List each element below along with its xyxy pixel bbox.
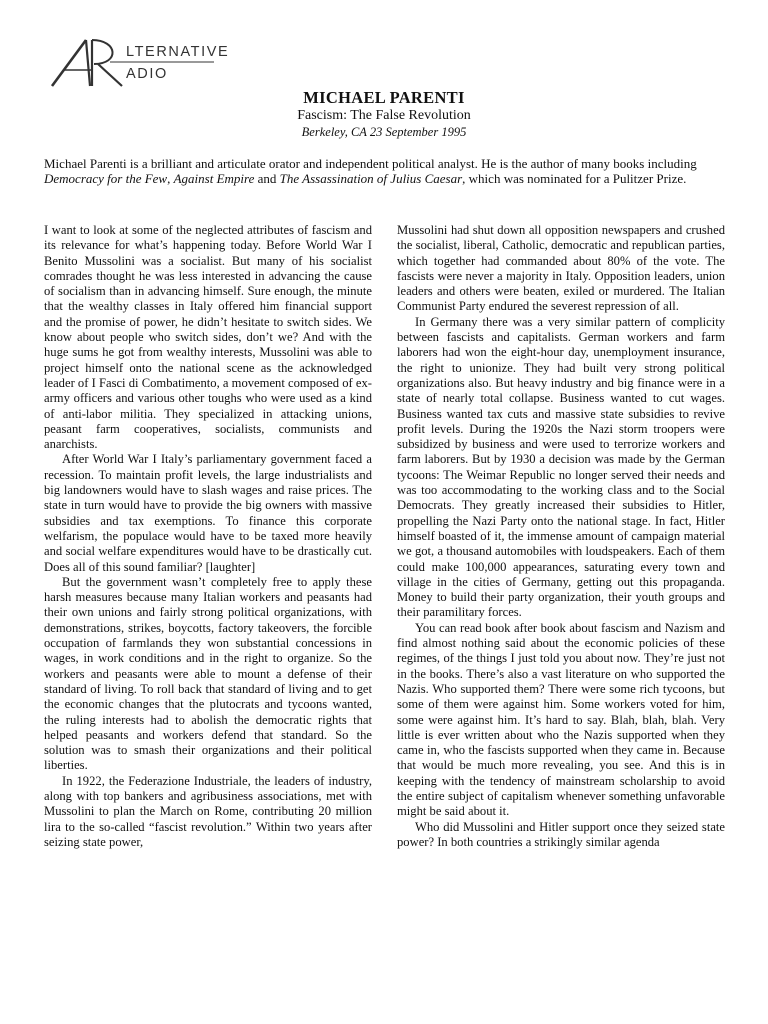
book-title: Against Empire — [173, 171, 255, 187]
transcript-paragraph: In 1922, the Federazione Industriale, the leaders of industry, along with top bankers and agribusiness associations, met with Mussolini to plan the March on Rome, contributing 20 million lira to the so-called “fascist revolution.” Within two years after seizing state power, — [44, 773, 372, 849]
transcript-paragraph: But the government wasn’t completely free to apply these harsh measures because many Italian workers and peasants had their own unions and fairly strong political organizations, with demonstrations, strikes, boycotts, factory takeovers, the forcible occupation of farmlands they won substantial concessions in wages, in work conditions and in the right to organize. So the workers and peasants were able to mount a defense of their standard of living. To roll back that standard of living and to get the economic changes that the plutocrats and tycoons wanted, the ruling interests had to abolish the democratic rights that helped peasants and workers defend that standard. So the solution was to smash their organizations and their political liberties. — [44, 574, 372, 773]
transcript-column-right — [397, 223, 725, 850]
logo-word-line1: LTERNATIVE — [126, 44, 230, 60]
dateline: Berkeley, CA 23 September 1995 — [301, 125, 467, 139]
speaker-intro — [44, 156, 726, 187]
transcript-paragraph: After World War I Italy’s parliamentary government faced a recession. To maintain profit levels, the large industrialists and big landowners would have to slash wages and raise prices. The state in turn would have to provide the big owners with massive subsidies and tax exemptions. To finance this corporate welfarism, the populace would have to be taxed more heavily and social welfare expenditures would have to be drastically cut. Does all of this sound familiar? [laughter] — [44, 452, 372, 574]
transcript-paragraph: Mussolini had shut down all opposition newspapers and crushed the socialist, liberal, Catholic, democratic and republican parties, which together had commanded about 80% of the vote. The fascists were never a majority in Italy. Opposition leaders, union leaders and others were beaten, exiled or murdered. The Italian Communist Party endured the severest repression of all. — [397, 223, 725, 314]
intro-text: Michael Parenti is a brilliant and articulate orator and independent political analyst. He is the author of many books including — [44, 156, 697, 171]
intro-separator: and — [254, 171, 280, 187]
logo-word-line2: ADIO — [126, 66, 168, 82]
intro-text: , which was nominated for a Pulitzer Prize. — [462, 171, 687, 187]
book-title: The Assassination of Julius Caesar — [279, 171, 463, 187]
talk-title: Fascism: The False Revolution — [297, 108, 471, 123]
transcript-paragraph: You can read book after book about fascism and Nazism and find almost nothing said about the economic policies of these regimes, of the things I just told you about now. They’re just not in the books. There’s also a vast literature on who supported the Nazis. Who supported them? There were some rich tycoons, but some of them were against him. Some workers voted for him, some were against him. It’s hard to say. Blah, blah, blah. Very little is ever written about who the Nazis supported when they came in, who the fascists supported when they came in. Because that would be much more revealing, you see. And this is in keeping with the tendency of mainstream scholarship to avoid the entire subject of capitalism whenever something unfavorable might be said about it. — [397, 620, 725, 819]
transcript-paragraph: In Germany there was a very similar pattern of complicity between fascists and capitalists. German workers and farm laborers had won the eight-hour day, unemployment insurance, the right to unionize. They had built very strong political organizations also. But heavy industry and big finance were in a state of nearly total collapse. Business wanted to cut wages. Business wanted tax cuts and massive state subsidies to revive profit levels. During the 1920s the Nazi storm troopers were subsidized by business and were used to terrorize workers and farm laborers. But by 1930 a decision was made by the German tycoons: The Weimar Republic no longer served their needs and was too accommodating to the working class and to the Social Democrats. They greatly increased their subsidies to Hitler, propelling the Nazi Party onto the national stage. In fact, Hitler himself boasted of it, the immense amount of campaign material we got, a thousand automobiles with loudspeakers. Each of them could make 100,000 appearances, saturating every town and village in the cities of Germany, getting out this propaganda. Money to build their party organization, their youth groups and their paramilitary forces. — [397, 314, 725, 620]
transcript-column-left — [44, 223, 372, 850]
book-title: Democracy for the Few — [44, 171, 168, 187]
speaker-name: MICHAEL PARENTI — [303, 88, 465, 107]
transcript-paragraph: Who did Mussolini and Hitler support once they seized state power? In both countries a strikingly similar agenda — [397, 819, 725, 849]
alternative-radio-logo — [46, 36, 230, 90]
intro-separator: , — [167, 171, 174, 187]
transcript-paragraph: I want to look at some of the neglected attributes of fascism and its relevance for what’s happening today. Before World War I Benito Mussolini was a socialist. But many of his socialist comrades thought he was less interested in advancing the cause of socialism than in advancing himself. Sure enough, the minute that the wealthy classes in Italy offered him financial support and the promise of power, he didn’t hesitate to switch sides. We know about people who switch sides, don’t we? And with the huge sums he got from wealthy interests, Mussolini was able to project himself onto the national scene as the acknowledged leader of I Fasci di Combatimento, a movement composed of ex-army officers and various other toughs who were used as a kind of anti-labor militia. They specialized in attacking unions, peasant farm cooperatives, socialists, communists and anarchists. — [44, 223, 372, 452]
